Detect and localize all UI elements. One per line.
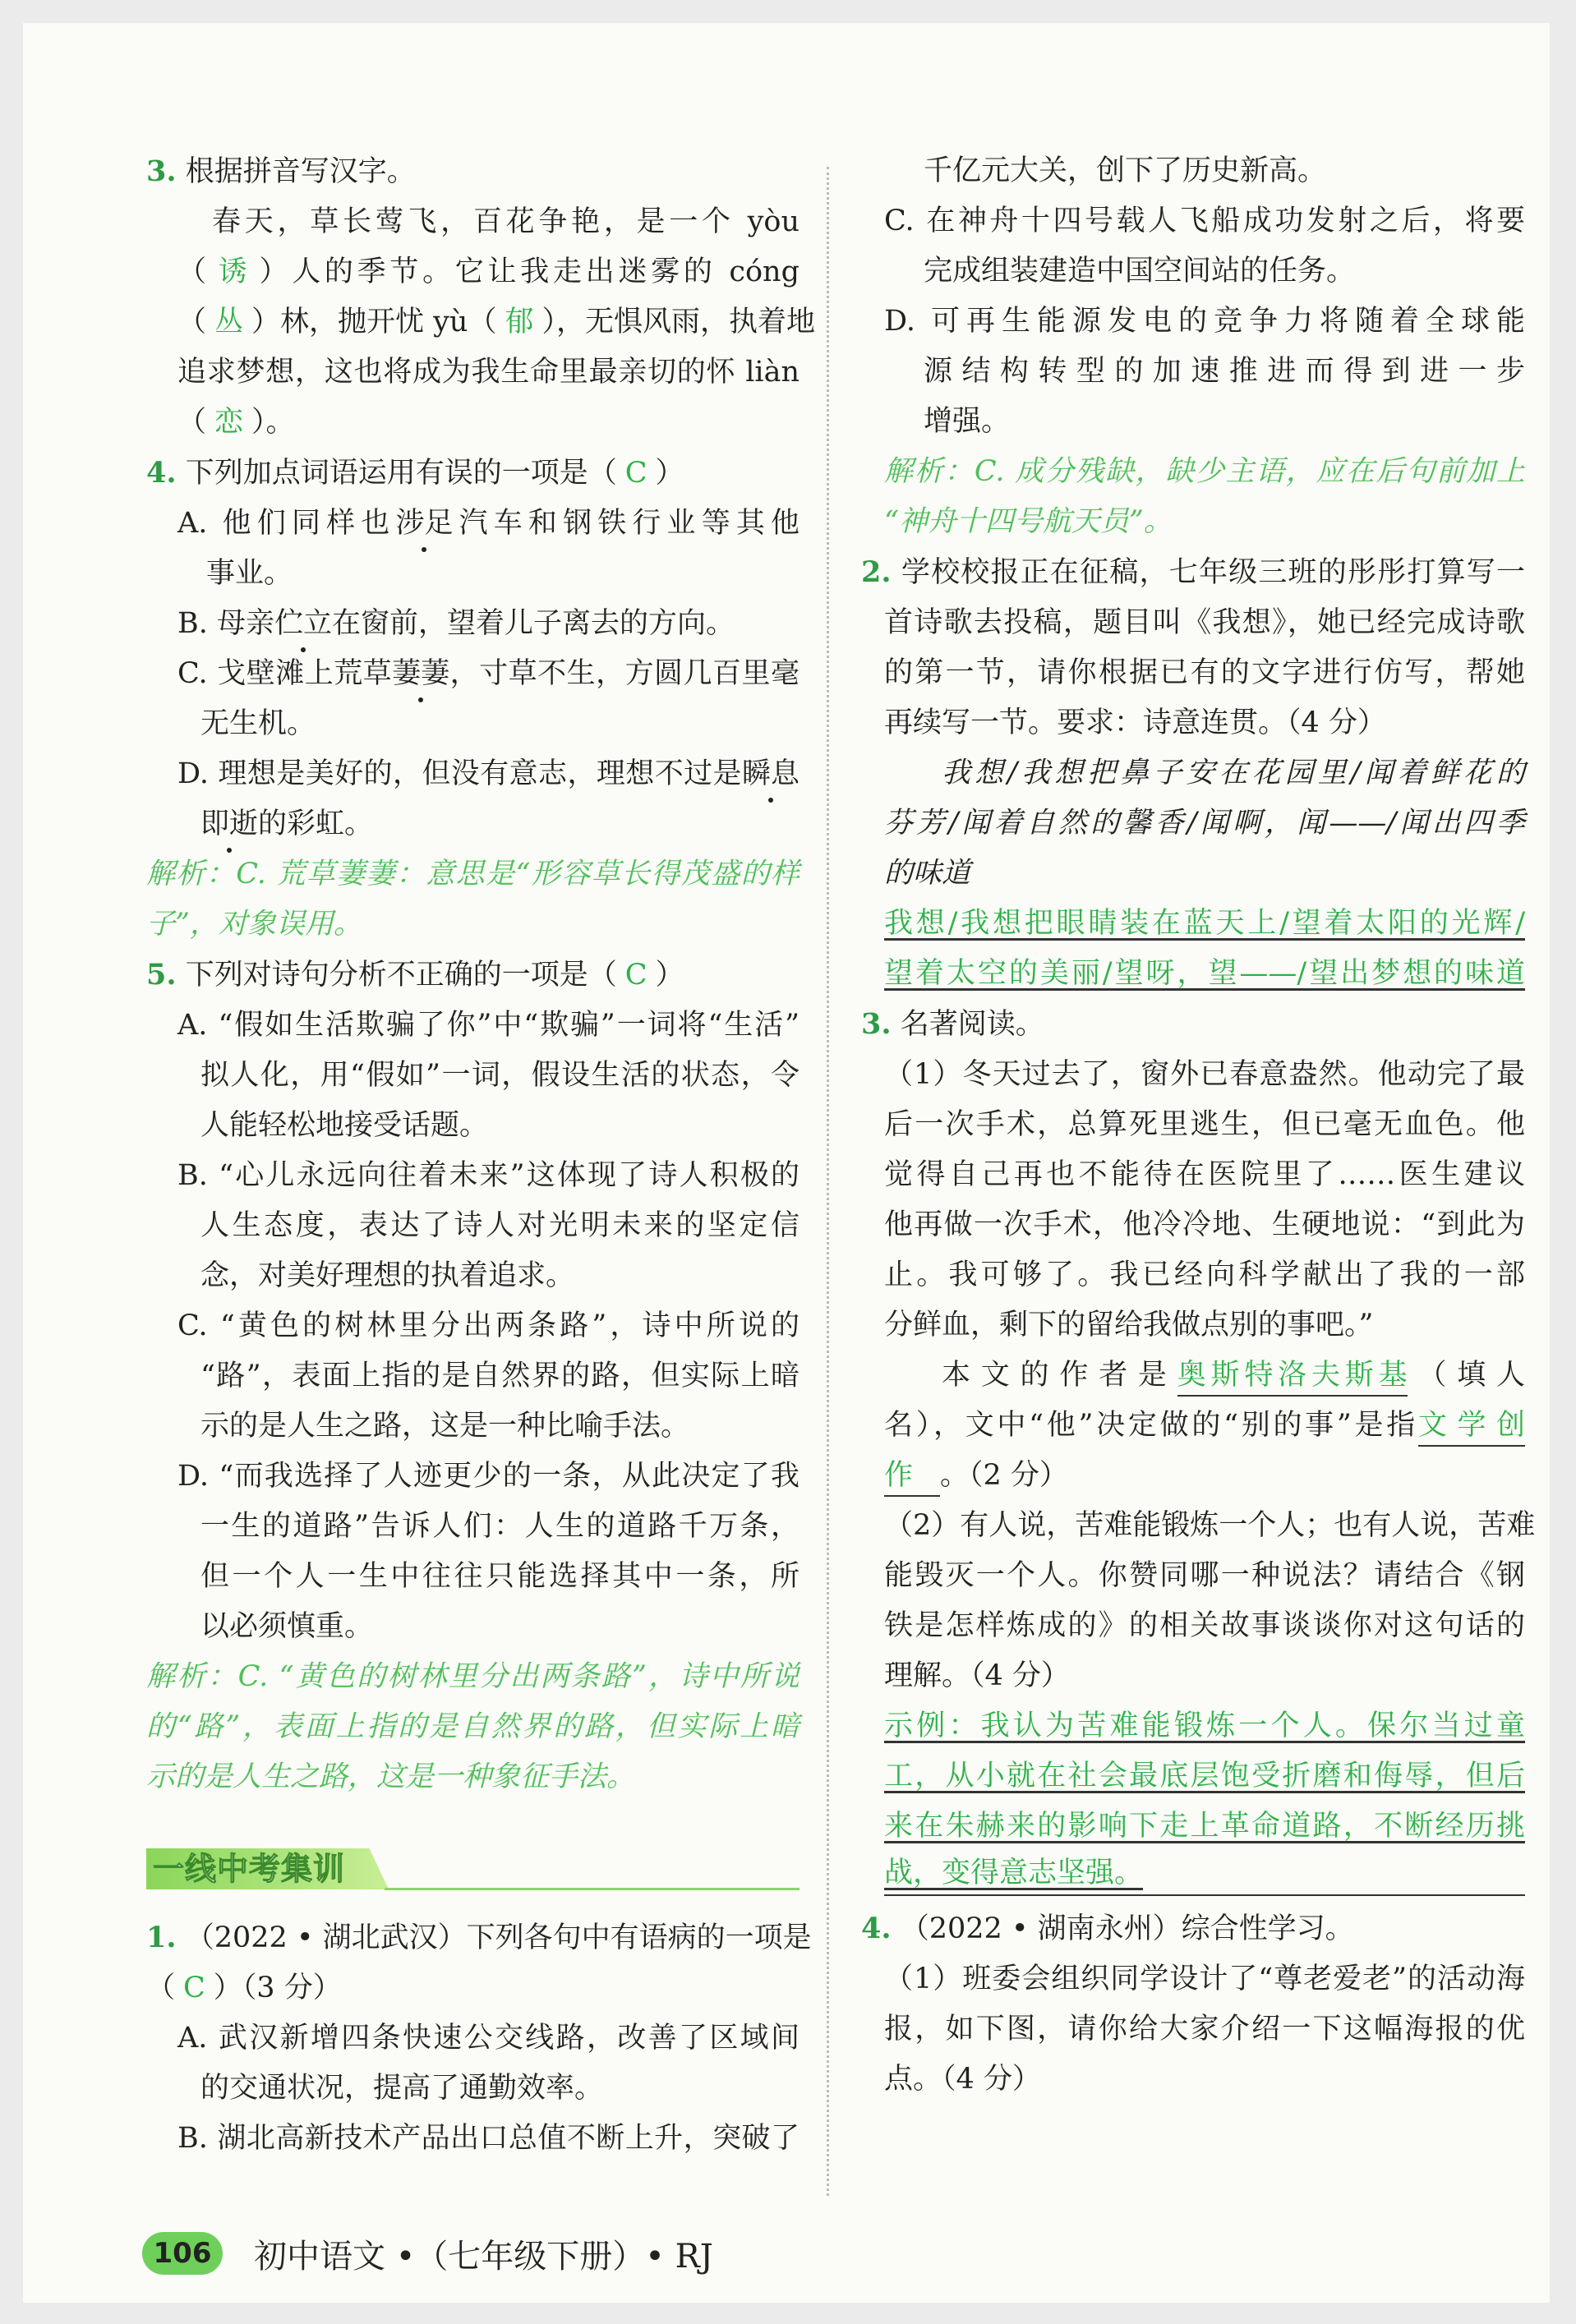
q5-stem: [146, 950, 800, 1001]
answer-text: 示例：我认为苦难能锻炼一个人。保尔当过童: [884, 1710, 1525, 1742]
text: 一生的道路”告诉人们：人生的道路千万条，: [200, 1510, 800, 1543]
text: 理解。（4 分）: [884, 1659, 1070, 1692]
dotted-word: [395, 507, 453, 540]
q5-option-a: [146, 1001, 800, 1051]
q4-explanation-cont: [146, 900, 800, 950]
s1-option-b: [146, 2114, 800, 2164]
question-text: （2022 • 湖北武汉）下列各句中有语病的一项是: [185, 1921, 812, 1954]
s1-option-d-cont: [884, 347, 1525, 397]
text: 的彩虹。: [258, 808, 374, 840]
explanation-text: 示的是人生之路，这是一种象征手法。: [146, 1760, 636, 1793]
banner-rule: [385, 1888, 800, 1890]
q3-line3: （ 丛 ）林，抛开忧 yù（ 郁 ），无惧风雨，执着地: [177, 306, 816, 338]
text: ）林，抛开忧 yù（: [251, 306, 497, 338]
emphasis-dot-text: 萋萋: [392, 649, 449, 699]
text: 铁是怎样炼成的》的相关故事谈谈你对这句话的: [884, 1609, 1525, 1642]
q5-option-a-cont2: [146, 1101, 800, 1151]
explanation-text: 解析：C. 荒草萋萋：意思是“形容草长得茂盛的样: [146, 858, 800, 890]
text: C. “黄色的树林里分出两条路”，诗中所说的: [177, 1309, 800, 1342]
s1-option-a-cont: [146, 2064, 800, 2114]
text: （: [146, 1972, 176, 2004]
question-number: 1.: [146, 1921, 177, 1954]
s1-stem: [146, 1912, 812, 1963]
q5-option-d-cont: [146, 1502, 800, 1552]
s3-example3: [884, 1802, 1525, 1852]
text: 名），文中“他”决定做的“别的事”是指: [884, 1409, 1418, 1442]
answer-text: 我想/我想把眼睛装在蓝天上/望着太阳的光辉/: [884, 907, 1525, 940]
text: C. 在神舟十四号载人飞船成功发射之后，将要: [884, 205, 1525, 237]
s3-p3: [884, 1150, 1525, 1200]
q5-option-b-cont2: [146, 1251, 800, 1301]
section-banner: [146, 1843, 800, 1894]
answer-choice: C: [624, 457, 647, 490]
q3-line5: （ 恋 ）。: [177, 406, 295, 439]
text: （1）班委会组织同学设计了“尊老爱老”的活动海: [884, 1963, 1525, 1995]
s3-p1: [884, 1050, 1525, 1100]
answer-fill: 恋: [214, 406, 244, 439]
answer-fill: 郁: [505, 306, 534, 338]
text: 报，如下图，请你给大家介绍一下这幅海报的优: [884, 2013, 1525, 2046]
s3-example1: [884, 1701, 1525, 1751]
text: 人生态度，表达了诗人对光明未来的坚定信: [200, 1209, 800, 1242]
right-column: [861, 146, 1536, 2105]
answer-fill: 丛: [214, 306, 244, 338]
answer-text: 作: [884, 1459, 914, 1492]
text: 完成组装建造中国空间站的任务。: [924, 255, 1356, 288]
text: C. 戈壁滩上荒草: [177, 657, 393, 690]
explanation-text: 的“路”，表面上指的是自然界的路，但实际上暗: [146, 1710, 800, 1743]
text: ）: [655, 959, 684, 992]
explanation-text: “神舟十四号航天员”。: [884, 505, 1173, 538]
q5-option-b-cont: [146, 1201, 800, 1251]
section-title: 一线中考集训: [153, 1851, 346, 1887]
text: （1）冬天过去了，窗外已春意盎然。他动完了最: [884, 1058, 1525, 1091]
q5-option-b: [146, 1151, 800, 1201]
s1-option-d-cont2: [884, 397, 1525, 447]
s1-option-c-cont: [884, 246, 1525, 297]
q5-option-c-cont2: [146, 1401, 800, 1452]
text: 他再做一次手术，他冷冷地、生硬地说：“到此为: [884, 1208, 1525, 1241]
emphasis-dot-text: 涉足: [395, 499, 453, 549]
question-text: 名著阅读。: [900, 1008, 1044, 1041]
text: ）: [655, 457, 684, 490]
q5-explanation: [146, 1652, 800, 1702]
s1-option-c: [884, 196, 1525, 246]
question-text: 下列加点词语运用有误的一项是（: [185, 457, 617, 490]
question-text: 根据拼音写汉字。: [185, 155, 416, 188]
s2-answer1: [884, 899, 1525, 949]
text: 止。我可够了。我已经向科学献出了我的一部: [884, 1259, 1525, 1291]
answer-text: 战，变得意志坚强。: [884, 1857, 1144, 1889]
text: （2）有人说，苦难能锻炼一个人；也有人说，苦难: [884, 1509, 1536, 1542]
q4-explanation: [146, 849, 800, 900]
q5-option-d-cont3: [146, 1602, 800, 1652]
q3-line1: [146, 197, 800, 247]
text: 但一个人一生中往往只能选择其中一条，所: [200, 1560, 800, 1593]
text: 春天，草长莺飞，百花争艳，是一个 yòu: [212, 205, 800, 238]
text: D. 理想是美好的，但没有意志，理想不过是: [177, 757, 742, 790]
answer-fill: 诱: [218, 255, 251, 288]
text: 汽车和钢铁行业等其他: [453, 507, 800, 540]
text: 追求梦想，这也将成为我生命里最亲切的怀 liàn: [177, 356, 800, 389]
question-text: （2022 • 湖南永州）综合性学习。: [900, 1912, 1354, 1945]
column-divider: [827, 167, 829, 2196]
text: D. 可再生能源发电的竞争力将随着全球能: [884, 305, 1525, 338]
q3-stem: [146, 146, 800, 197]
answer-choice: C: [624, 959, 647, 992]
question-number: 3.: [861, 1007, 892, 1041]
s4-line3: [884, 2055, 1525, 2105]
s4-line2: [884, 2004, 1525, 2055]
s1-explanation: [884, 447, 1525, 497]
answer-text: 望着太空的美丽/望呀，望——/望出梦想的味道: [884, 957, 1525, 990]
s3-p5: [884, 1250, 1525, 1300]
q5-option-a-cont: [146, 1051, 800, 1101]
text: ）人的季节。它让我走出迷雾的 cóng: [259, 255, 800, 288]
question-text: 学校校报正在征稿，七年级三班的彤彤打算写一: [901, 556, 1525, 589]
q4-option-a: [146, 499, 800, 549]
text: 的交通状况，提高了通勤效率。: [200, 2072, 604, 2105]
question-number: 5.: [146, 958, 177, 992]
s3-p4: [884, 1200, 1525, 1250]
text: “路”，表面上指的是自然界的路，但实际上暗: [200, 1360, 800, 1392]
text: D. “而我选择了人迹更少的一条，从此决定了我: [177, 1460, 800, 1493]
text: 觉得自己再也不能待在医院里了……医生建议: [884, 1158, 1525, 1191]
text: 拟人化，用“假如”一词，假设生活的状态，令: [200, 1059, 800, 1092]
text: 的第一节，请你根据已有的文字进行仿写，帮她: [884, 656, 1525, 689]
left-column: [146, 146, 816, 2164]
question-number: 3.: [146, 154, 177, 188]
s2-line4: [884, 698, 1525, 748]
q4-option-d-cont: [146, 799, 800, 849]
s1-answer-line: [146, 1963, 800, 2013]
text: ）。: [251, 406, 295, 439]
question-text: 下列对诗句分析不正确的一项是（: [185, 959, 617, 992]
text: 。（2 分）: [940, 1459, 1068, 1492]
text: A. 他们同样也: [177, 507, 396, 540]
page-footer: [142, 2229, 713, 2278]
text: 再续写一节。要求：诗意连贯。（4 分）: [884, 706, 1386, 739]
text: 示的是人生之路，这是一种比喻手法。: [200, 1410, 690, 1443]
s3-example4: [884, 1852, 1525, 1896]
text: 事业。: [206, 557, 293, 590]
answer-choice: C: [183, 1972, 205, 2004]
text: ，寸草不生，方圆几百里毫: [449, 657, 800, 690]
s4-stem: [861, 1903, 1525, 1954]
q5-option-c-cont: [146, 1351, 800, 1401]
s2-line3: [884, 648, 1525, 698]
page: [23, 23, 1550, 2303]
emphasis-dot-text: 伫立: [274, 599, 332, 649]
book-title: 初中语文 •（七年级下册）• RJ: [254, 2237, 713, 2276]
answer-blank: [1418, 1406, 1525, 1447]
question-number: 4.: [146, 456, 177, 490]
q5-explanation-cont2: [146, 1752, 800, 1802]
q5-option-c: [146, 1301, 800, 1351]
text: 在窗前，望着儿子离去的方向。: [332, 607, 735, 640]
s4-line1: [884, 1954, 1525, 2004]
q4-option-d: [146, 749, 800, 799]
s3-p2: [884, 1100, 1525, 1150]
text: A. “假如生活欺骗了你”中“欺骗”一词将“生活”: [177, 1009, 800, 1042]
text: B. 湖北高新技术产品出口总值不断上升，突破了: [177, 2122, 800, 2155]
q3-line4: [146, 347, 800, 398]
poem-text: 芬芳/闻着自然的馨香/闻啊，闻——/闻出四季: [884, 807, 1525, 840]
s1-option-a: [146, 2013, 800, 2064]
text: 念，对美好理想的执着追求。: [200, 1259, 575, 1292]
s3-p8: [884, 1551, 1525, 1601]
text: ）（3 分）: [213, 1972, 342, 2004]
text: 点。（4 分）: [884, 2063, 1041, 2096]
q4-stem: [146, 448, 800, 499]
q3-line2: （ 诱 ）人的季节。它让我走出迷雾的 cóng: [177, 255, 800, 288]
question-number: 4.: [861, 1912, 892, 1945]
text: B. “心儿永远向往着未来”这体现了诗人积极的: [177, 1159, 800, 1192]
s2-poem1: [884, 748, 1525, 798]
answer-text: 奥斯特洛夫斯基: [1177, 1359, 1408, 1392]
answer-blank: [884, 1456, 940, 1497]
text: 源结构转型的加速推进而得到进一步: [924, 355, 1525, 388]
text: 首诗歌去投稿，题目叫《我想》，她已经完成诗歌: [884, 606, 1525, 639]
q4-option-a-cont: [146, 549, 800, 599]
emphasis-dot-text: 瞬息: [742, 749, 800, 799]
q5-option-d: [146, 1452, 800, 1502]
text: A. 武汉新增四条快速公交线路，改善了区域间: [177, 2022, 800, 2055]
text: 能毁灭一个人。你赞同哪一种说法？请结合《钢: [884, 1559, 1525, 1592]
text: ），无惧风雨，执着地: [541, 306, 816, 338]
q4-option-c: [146, 649, 800, 699]
text: 以必须慎重。: [200, 1610, 374, 1643]
question-number: 2.: [861, 555, 892, 589]
s3-stem: [861, 999, 1525, 1050]
text: 分鲜血，剩下的留给我做点别的事吧。”: [884, 1309, 1374, 1341]
s2-poem2: [884, 798, 1525, 849]
poem-text: 的味道: [884, 857, 971, 890]
text: 后一次手术，总算死里逃生，但已毫无血色。他: [884, 1108, 1525, 1141]
text: 人能轻松地接受话题。: [200, 1109, 489, 1142]
answer-text: 工，从小就在社会最底层饱受折磨和侮辱，但后: [884, 1760, 1525, 1792]
s1-option-d: [884, 297, 1525, 347]
s3-p9: [884, 1601, 1525, 1651]
text: 无生机。: [200, 707, 316, 740]
text: B. 母亲: [177, 607, 274, 640]
answer-text: 文学创: [1418, 1409, 1525, 1442]
s3-p7: [884, 1501, 1536, 1551]
s3-p6: [884, 1300, 1525, 1351]
s2-line2: [884, 598, 1525, 648]
page-number: 106: [142, 2232, 223, 2275]
text: 千亿元大关，创下了历史新高。: [924, 154, 1327, 187]
explanation-text: 子”，对象误用。: [146, 908, 362, 941]
answer-text: 来在朱赫来的影响下走上革命道路，不断经历挑: [884, 1810, 1525, 1843]
s1-option-b-cont: [884, 146, 1525, 196]
s3-q1-line1: [884, 1351, 1525, 1401]
s2-answer2: [884, 949, 1525, 999]
answer-blank: [1177, 1355, 1408, 1397]
text: 增强。: [924, 405, 1011, 438]
explanation-text: 解析：C. “黄色的树林里分出两条路”，诗中所说: [146, 1660, 800, 1693]
s3-p10: [884, 1651, 1525, 1701]
q5-option-d-cont2: [146, 1552, 800, 1602]
q4-option-b: [146, 599, 800, 649]
s3-q1-line3: [884, 1451, 1525, 1501]
s2-stem: [861, 547, 1525, 598]
text: （填人: [1407, 1359, 1525, 1392]
s2-poem3: [884, 849, 1525, 899]
q5-explanation-cont: [146, 1702, 800, 1752]
s3-q1-line2: [884, 1401, 1525, 1451]
q4-option-c-cont: [146, 699, 800, 749]
text: 本文的作者是: [942, 1359, 1177, 1392]
explanation-text: 解析：C. 成分残缺，缺少主语，应在后句前加上: [884, 455, 1525, 488]
s3-example2: [884, 1751, 1525, 1802]
poem-text: 我想/我想把鼻子安在花园里/闻着鲜花的: [942, 757, 1525, 789]
emphasis-dot-text: 即逝: [200, 799, 258, 849]
s1-explanation-cont: [884, 497, 1525, 547]
